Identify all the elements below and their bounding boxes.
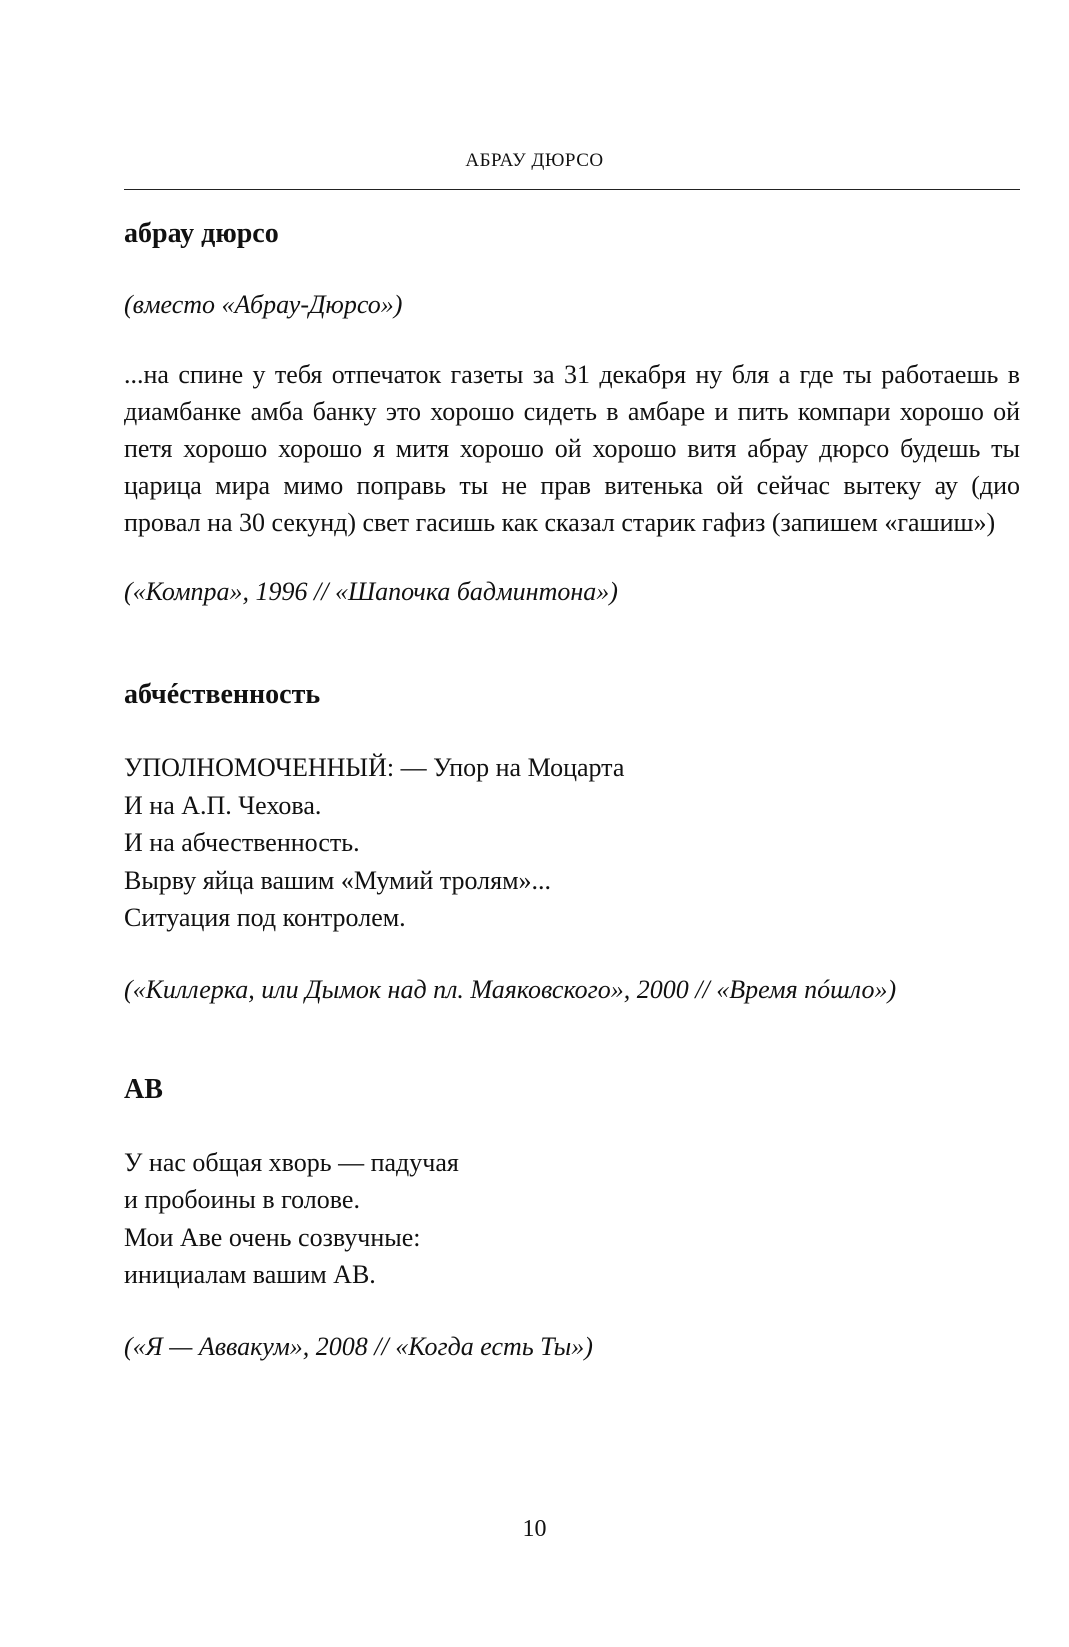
entry-abchestvennost [124, 675, 1020, 1008]
verse-line: У нас общая хворь — падучая [124, 1147, 459, 1177]
entry-source: («Киллерка, или Дымок над пл. Маяковского», 2000 // «Время пóшло») [124, 974, 897, 1004]
entry-av [124, 1070, 1020, 1365]
verse-line: Вырву яйца вашим «Мумий тролям»... [124, 865, 552, 895]
entry-title: абчéственность [124, 679, 321, 710]
entry-verse [124, 749, 1020, 937]
entry-source: («Я — Аввакум», 2008 // «Когда есть Ты») [124, 1331, 593, 1361]
entry-text: ...на спине у тебя отпечаток газеты за 31 декабря ну бля а где ты работаешь в диамбанке амба банку это хорошо сидеть в амбаре и пить компари хорошо ой петя хорошо хорошо я митя хорошо ой хорошо витя абрау дюрсо будешь ты царица мира мимо поправь ты не прав витенька ой сейчас вытеку ау (дио провал на 30 секунд) свет гасишь как сказал старик гафиз (запишем «гашиш») [124, 360, 1020, 537]
entry-abrau-dyurso [124, 214, 1020, 610]
verse-line: инициалам вашим АВ. [124, 1260, 376, 1289]
verse-line: И на А.П. Чехова. [124, 790, 322, 820]
header-rule [124, 189, 1020, 190]
verse-line: УПОЛНОМОЧЕННЫЙ: — Упор на Моцарта [124, 753, 625, 782]
entry-title: абрау дюрсо [124, 218, 279, 249]
entry-verse [124, 1144, 1020, 1294]
entry-title: АВ [124, 1073, 163, 1105]
entry-note: (вместо «Абрау-Дюрсо») [124, 290, 403, 319]
verse-line: Ситуация под контролем. [124, 903, 406, 932]
verse-line: и пробоины в голове. [124, 1185, 360, 1214]
page-content [124, 214, 1020, 1365]
verse-line: Мои Аве очень созвучные: [124, 1222, 421, 1252]
running-head: АБРАУ ДЮРСО [465, 150, 604, 171]
verse-line: И на абчественность. [124, 828, 360, 857]
entry-source: («Компра», 1996 // «Шапочка бадминтона») [124, 577, 618, 606]
page-number: 10 [522, 1516, 547, 1542]
